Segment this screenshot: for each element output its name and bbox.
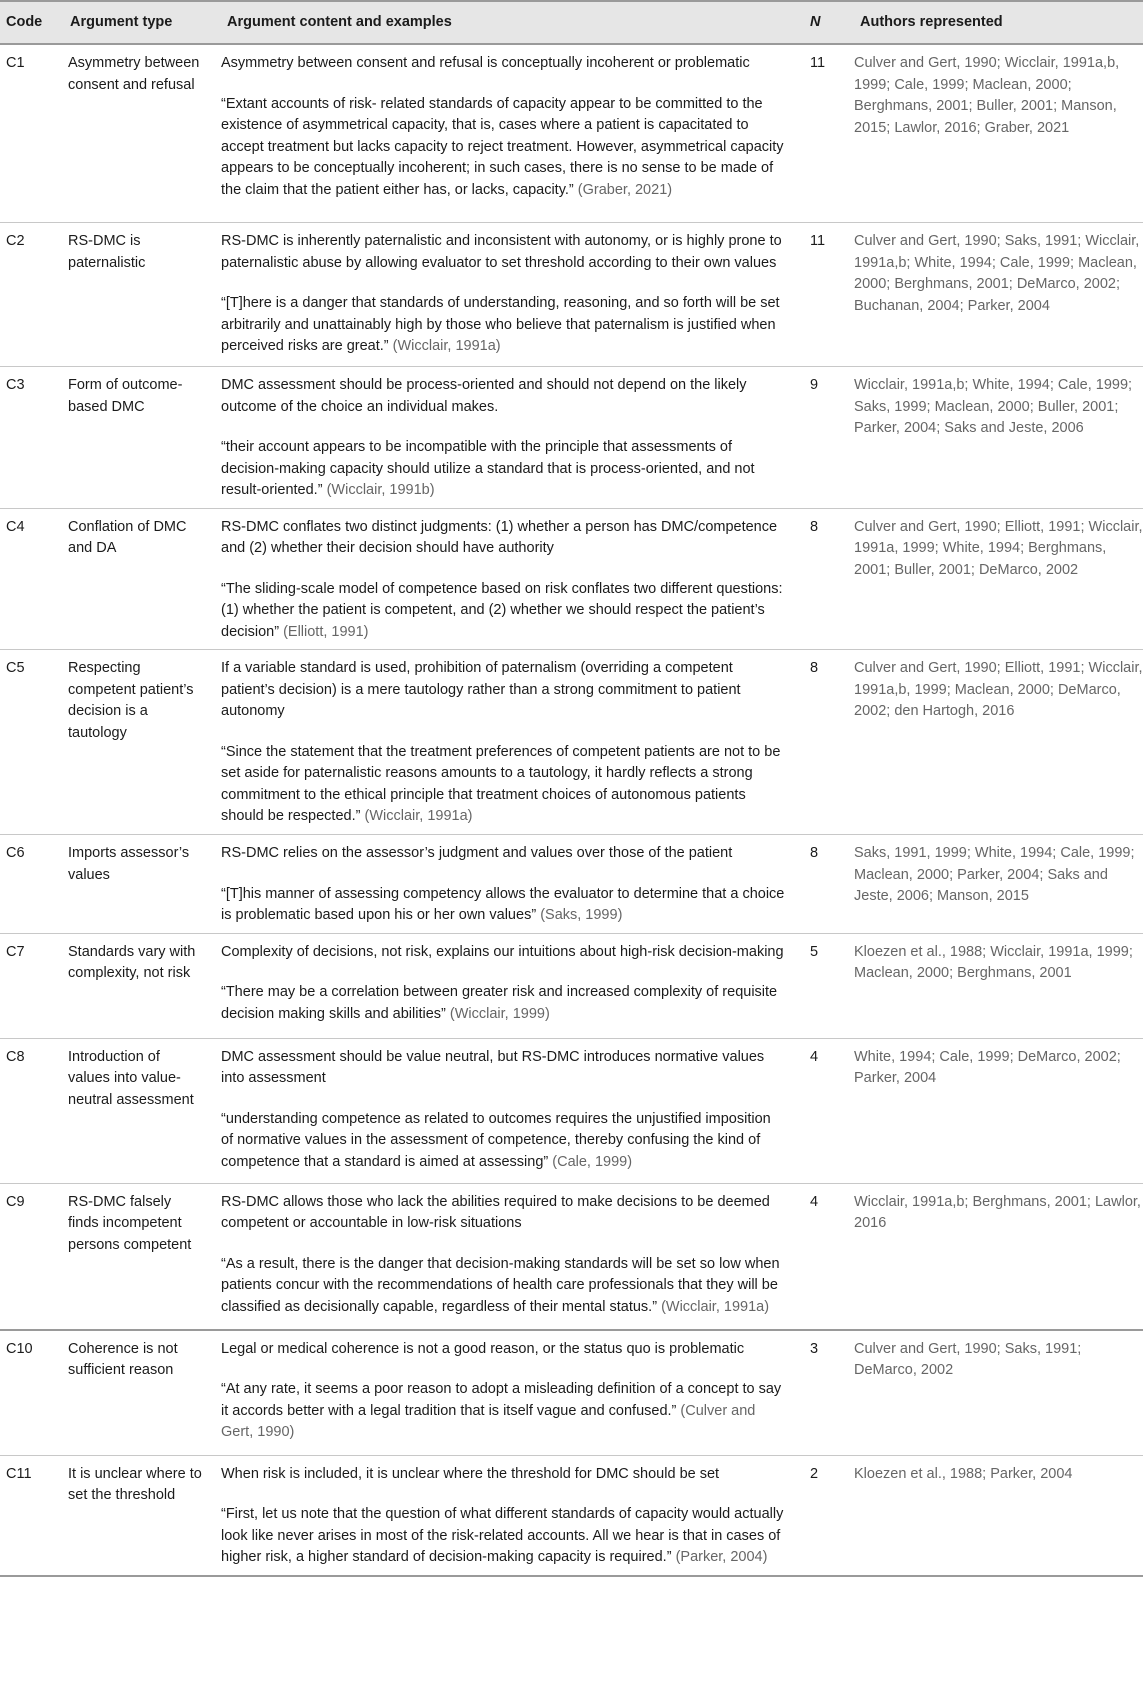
row-code: C7: [0, 933, 64, 1038]
row-argument-type: Standards vary with complexity, not risk: [64, 933, 221, 1038]
row-n: 4: [800, 1038, 854, 1183]
quote-citation: (Wicclair, 1991b): [326, 482, 435, 498]
row-n: 5: [800, 933, 854, 1038]
table-row: [0, 1038, 1143, 1183]
argument-summary: Complexity of decisions, not risk, explains our intuitions about high-risk decision-making: [221, 943, 784, 960]
quote-citation: (Parker, 2004): [675, 1549, 768, 1565]
row-argument-content: [221, 367, 800, 509]
row-code: C4: [0, 508, 64, 650]
quote-citation: (Wicclair, 1991a): [661, 1298, 770, 1315]
argument-quote: [221, 437, 786, 502]
row-n: 8: [800, 835, 854, 934]
argument-quote: [221, 1504, 786, 1569]
header-code: Code: [0, 1, 64, 44]
row-authors: Culver and Gert, 1990; Saks, 1991; Wicclair, 1991a,b; White, 1994; Cale, 1999; Maclean, 2000; Berghmans, 2001; DeMarco, 2002; Buchanan, 2004; Parker, 2004: [854, 223, 1143, 367]
quote-text: “As a result, there is the danger that decision-making standards will be set so low when patients concur with the recommendations of health care professionals that they will be classified as decisionally capable, regardless of their mental status.”: [221, 1255, 780, 1315]
argument-quote: [221, 1109, 786, 1174]
row-n: 11: [800, 44, 854, 223]
row-argument-content: [221, 1455, 800, 1576]
row-authors: Wicclair, 1991a,b; White, 1994; Cale, 1999; Saks, 1999; Maclean, 2000; Buller, 2001; Parker, 2004; Saks and Jeste, 2006: [854, 367, 1143, 509]
argument-summary: Legal or medical coherence is not a good reason, or the status quo is problematic: [221, 1340, 745, 1357]
row-argument-type: It is unclear where to set the threshold: [64, 1455, 221, 1576]
row-argument-type: RS-DMC is paternalistic: [64, 223, 221, 367]
argument-summary: DMC assessment should be value neutral, but RS-DMC introduces normative values into assessment: [221, 1048, 765, 1086]
row-argument-type: Respecting competent patient’s decision is a tautology: [64, 650, 221, 835]
table-row: [0, 1455, 1143, 1576]
row-authors: Culver and Gert, 1990; Saks, 1991; DeMarco, 2002: [854, 1330, 1143, 1456]
argument-summary: When risk is included, it is unclear where the threshold for DMC should be set: [221, 1465, 720, 1482]
table-row: [0, 223, 1143, 367]
table-row: [0, 933, 1143, 1038]
table-row: [0, 650, 1143, 835]
header-argument-content: Argument content and examples: [221, 1, 800, 44]
row-argument-type: Form of outcome-based DMC: [64, 367, 221, 509]
table-header-row: [0, 1, 1143, 44]
header-n: N: [800, 1, 854, 44]
argument-quote: [221, 94, 786, 202]
argument-summary: RS-DMC allows those who lack the abilities required to make decisions to be deemed competent or accountable in low-risk situations: [221, 1193, 770, 1231]
row-argument-type: Conflation of DMC and DA: [64, 508, 221, 650]
row-argument-type: Imports assessor’s values: [64, 835, 221, 934]
table-row: [0, 835, 1143, 934]
quote-text: “their account appears to be incompatible with the principle that assessments of decision-making capacity should utilize a standard that is process-oriented, and not result-oriented.”: [221, 439, 755, 498]
row-authors: Culver and Gert, 1990; Elliott, 1991; Wicclair, 1991a,b, 1999; Maclean, 2000; DeMarco, 2002; den Hartogh, 2016: [854, 650, 1143, 835]
quote-text: “There may be a correlation between greater risk and increased complexity of requisite decision making skills and abilities”: [221, 984, 778, 1022]
row-authors: Culver and Gert, 1990; Elliott, 1991; Wicclair, 1991a, 1999; White, 1994; Berghmans, 2001; Buller, 2001; DeMarco, 2002: [854, 508, 1143, 650]
quote-citation: (Wicclair, 1999): [449, 1005, 550, 1022]
row-argument-type: Coherence is not sufficient reason: [64, 1330, 221, 1456]
row-argument-content: [221, 1183, 800, 1330]
quote-citation: (Wicclair, 1991a): [392, 338, 501, 354]
row-n: 3: [800, 1330, 854, 1456]
row-code: C5: [0, 650, 64, 835]
row-n: 8: [800, 508, 854, 650]
quote-text: “The sliding-scale model of competence based on risk conflates two different questions: (1) whether the patient is competent, and (2) whether we should respect the patient’s decision”: [221, 580, 783, 640]
table-row: [0, 1183, 1143, 1330]
row-authors: Kloezen et al., 1988; Wicclair, 1991a, 1999; Maclean, 2000; Berghmans, 2001: [854, 933, 1143, 1038]
row-n: 9: [800, 367, 854, 509]
quote-citation: (Saks, 1999): [540, 907, 623, 923]
quote-text: “[T]here is a danger that standards of understanding, reasoning, and so forth will be set arbitrarily and unattainably high by those who believe that paternalism is justified when perceived risks are great.”: [221, 295, 780, 354]
row-authors: Kloezen et al., 1988; Parker, 2004: [854, 1455, 1143, 1576]
argument-summary: RS-DMC relies on the assessor’s judgment and values over those of the patient: [221, 845, 733, 861]
argument-summary: Asymmetry between consent and refusal is conceptually incoherent or problematic: [221, 55, 750, 71]
argument-quote: [221, 742, 786, 828]
argument-summary: RS-DMC conflates two distinct judgments: (1) whether a person has DMC/competence and (2) whether their decision should have authority: [221, 518, 778, 556]
quote-text: “First, let us note that the question of what different standards of capacity would actually look like never arises in most of the risk-related accounts. All we hear is that in cases of higher risk, a higher standard of decision-making capacity is required.”: [221, 1506, 784, 1565]
table-row: [0, 367, 1143, 509]
quote-text: “Since the statement that the treatment preferences of competent patients are not to be set aside for paternalistic reasons amounts to a tautology, it hardly reflects a strong commitment to the ethical principle that treatment choices of autonomous patients should be respected.”: [221, 743, 781, 824]
row-argument-content: [221, 1038, 800, 1183]
table-body: [0, 44, 1143, 1576]
quote-text: “Extant accounts of risk- related standards of capacity appear to be committed to the existence of asymmetrical capacity, that is, cases where a patient is capacitated to accept treatment but lacks capacity to reject treatment. However, asymmetrical capacity appears to be conceptually incoherent; in such cases, there is no sense to be made of the claim that the patient either has, or lacks, capacity.”: [221, 95, 784, 198]
argument-summary: DMC assessment should be process-oriented and should not depend on the likely outcome of the choice an individual makes.: [221, 377, 747, 415]
row-code: C10: [0, 1330, 64, 1456]
quote-citation: (Elliott, 1991): [283, 623, 369, 640]
argument-quote: [221, 884, 786, 927]
row-argument-type: Introduction of values into value-neutral assessment: [64, 1038, 221, 1183]
row-argument-content: [221, 933, 800, 1038]
header-authors: Authors represented: [854, 1, 1143, 44]
row-argument-type: Asymmetry between consent and refusal: [64, 44, 221, 223]
row-argument-content: [221, 650, 800, 835]
quote-citation: (Culver and Gert, 1990): [221, 1402, 756, 1440]
row-code: C2: [0, 223, 64, 367]
row-argument-content: [221, 835, 800, 934]
quote-text: “understanding competence as related to outcomes requires the unjustified imposition of normative values in the assessment of competence, thereby confusing the kind of competence that a standard is aimed at assessing”: [221, 1110, 771, 1170]
row-code: C8: [0, 1038, 64, 1183]
quote-text: “At any rate, it seems a poor reason to adopt a misleading definition of a concept to say it accords better with a legal tradition that is itself vague and confused.”: [221, 1381, 782, 1419]
row-authors: Wicclair, 1991a,b; Berghmans, 2001; Lawlor, 2016: [854, 1183, 1143, 1330]
row-n: 4: [800, 1183, 854, 1330]
row-code: C11: [0, 1455, 64, 1576]
row-argument-content: [221, 508, 800, 650]
row-code: C3: [0, 367, 64, 509]
table-row: [0, 1330, 1143, 1456]
table-row: [0, 44, 1143, 223]
row-argument-content: [221, 44, 800, 223]
row-n: 11: [800, 223, 854, 367]
row-authors: Culver and Gert, 1990; Wicclair, 1991a,b, 1999; Cale, 1999; Maclean, 2000; Berghmans, 2001; Buller, 2001; Manson, 2015; Lawlor, 2016; Graber, 2021: [854, 44, 1143, 223]
argument-summary: If a variable standard is used, prohibition of paternalism (overriding a competent patient’s decision) is a mere tautology rather than a strong commitment to patient autonomy: [221, 660, 741, 719]
quote-citation: (Wicclair, 1991a): [364, 808, 473, 824]
row-authors: Saks, 1991, 1999; White, 1994; Cale, 1999; Maclean, 2000; Parker, 2004; Saks and Jeste, 2006; Manson, 2015: [854, 835, 1143, 934]
quote-citation: (Graber, 2021): [577, 181, 673, 198]
argument-quote: [221, 1254, 786, 1319]
row-n: 2: [800, 1455, 854, 1576]
row-n: 8: [800, 650, 854, 835]
row-code: C1: [0, 44, 64, 223]
argument-quote: [221, 982, 786, 1025]
row-code: C9: [0, 1183, 64, 1330]
row-authors: White, 1994; Cale, 1999; DeMarco, 2002; Parker, 2004: [854, 1038, 1143, 1183]
header-argument-type: Argument type: [64, 1, 221, 44]
table-row: [0, 508, 1143, 650]
argument-summary: RS-DMC is inherently paternalistic and inconsistent with autonomy, or is highly prone to paternalistic abuse by allowing evaluator to set threshold according to their own values: [221, 233, 782, 271]
row-argument-content: [221, 1330, 800, 1456]
argument-quote: [221, 293, 786, 358]
argument-quote: [221, 579, 786, 644]
row-argument-type: RS-DMC falsely finds incompetent persons competent: [64, 1183, 221, 1330]
quote-text: “[T]his manner of assessing competency allows the evaluator to determine that a choice is problematic based upon his or her own values”: [221, 885, 785, 923]
quote-citation: (Cale, 1999): [552, 1153, 633, 1170]
row-argument-content: [221, 223, 800, 367]
row-code: C6: [0, 835, 64, 934]
argument-quote: [221, 1379, 786, 1444]
